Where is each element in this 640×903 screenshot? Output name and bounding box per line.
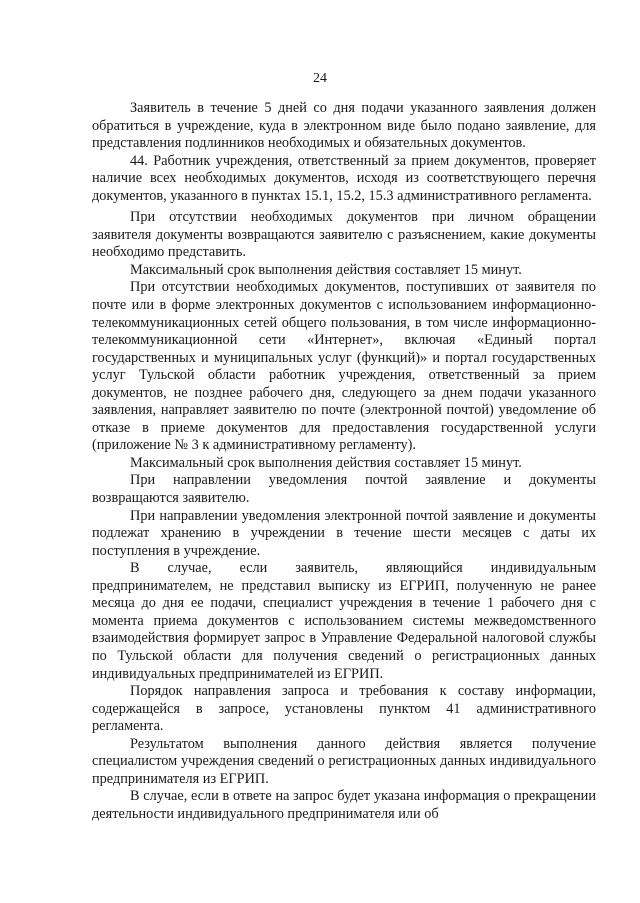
- paragraph-5: При отсутствии необходимых документов, поступивших от заявителя по почте или в форме электронных документов с использованием информационно-телекоммуникационных сетей общего пользования, в том числе информационно-телекоммуникационной сети «Интернет», включая «Единый портал государственных и муниципальных услуг (функций)» и портал государственных услуг Тульской области работник учреждения, ответственный за прием документов, не позднее рабочего дня, следующего за днем подачи указанного заявления, направляет заявителю по почте (электронной почтой) уведомление об отказе в приеме документов для предоставления государственной услуги (приложение № 3 к административному регламенту).: [92, 279, 596, 454]
- paragraph-2: 44. Работник учреждения, ответственный за прием документов, проверяет наличие всех необходимых документов, исходя из соответствующего перечня документов, указанного в пунктах 15.1, 15.2, 15.3 административного регламента.: [92, 152, 596, 204]
- page-number: 24: [313, 71, 327, 86]
- paragraph-10: Порядок направления запроса и требования к составу информации, содержащейся в запросе, установлены пунктом 41 административного регламента.: [92, 683, 596, 735]
- paragraph-7: При направлении уведомления почтой заявление и документы возвращаются заявителю.: [92, 472, 596, 507]
- document-body: [92, 100, 596, 823]
- paragraph-9: В случае, если заявитель, являющийся индивидуальным предпринимателем, не представил выписку из ЕГРИП, полученную не ранее месяца до дня ее подачи, специалист учреждения в течение 1 рабочего дня с момента приема документов с использованием системы межведомственного взаимодействия формирует запрос в Управление Федеральной налоговой службы по Тульской области для получения сведений о регистрационных данных индивидуальных предпринимателей из ЕГРИП.: [92, 560, 596, 682]
- paragraph-3: При отсутствии необходимых документов при личном обращении заявителя документы возвращаются заявителю с разъяснением, какие документы необходимо представить.: [92, 209, 596, 261]
- paragraph-12: В случае, если в ответе на запрос будет указана информация о прекращении деятельности индивидуального предпринимателя или об: [92, 788, 596, 822]
- paragraph-6: Максимальный срок выполнения действия составляет 15 минут.: [130, 454, 522, 471]
- paragraph-8: При направлении уведомления электронной почтой заявление и документы подлежат хранению в учреждении в течение шести месяцев с даты их поступления в учреждение.: [92, 507, 596, 559]
- paragraph-11: Результатом выполнения данного действия является получение специалистом учреждения сведений о регистрационных данных индивидуального предпринимателя из ЕГРИП.: [92, 735, 596, 787]
- paragraph-1: Заявитель в течение 5 дней со дня подачи указанного заявления должен обратиться в учреждение, куда в электронном виде было подано заявление, для представления подлинников необходимых и обязательных документов.: [92, 100, 596, 152]
- paragraph-4: Максимальный срок выполнения действия составляет 15 минут.: [130, 261, 522, 278]
